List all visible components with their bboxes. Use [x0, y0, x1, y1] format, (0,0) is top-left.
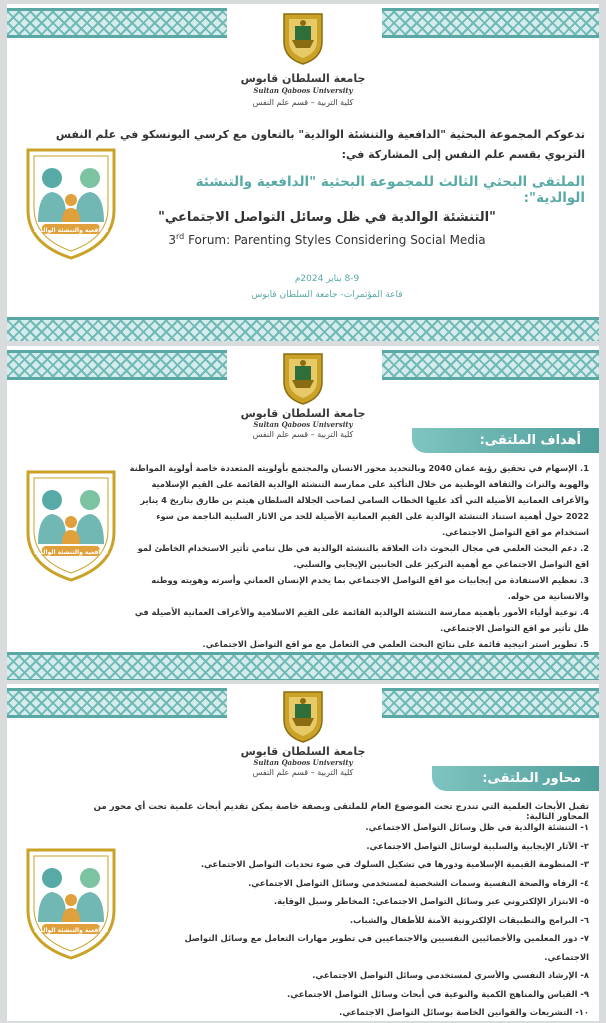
decorative-band-bottom: [7, 317, 599, 341]
axes-heading: محاور الملتقى:: [432, 766, 599, 791]
university-crest-icon: [280, 350, 326, 406]
university-name-ar: جامعة السلطان قابوس: [240, 407, 366, 420]
college-department: كلية التربية – قسم علم النفس: [252, 430, 354, 439]
axis-item: ٨- الإرشاد النفسي والأسري لمستخدمي وسائل التواصل الاجتماعي.: [312, 970, 589, 980]
university-name-ar: جامعة السلطان قابوس: [240, 745, 366, 758]
goal-item: 3. تعظيم الاستفادة من إيجابيات مو اقع التواصل الاجتماعي بما يخدم الإنسان العماني وأسرته وهويته ووطنه والانسانية من حوله.: [151, 575, 589, 601]
goals-list: [127, 460, 589, 668]
research-group-logo: [22, 466, 120, 584]
decorative-band-top-left: [7, 350, 227, 380]
decorative-band-bottom: [7, 652, 599, 680]
forum-date: 8-9 يناير 2024م: [294, 274, 360, 284]
college-department: كلية التربية – قسم علم النفس: [252, 98, 354, 107]
axis-item: ١٠- التشريعات والقوانين الخاصة بوسائل التواصل الاجتماعي.: [339, 1007, 589, 1017]
decorative-band-top-right: [382, 688, 599, 718]
university-name-en: Sultan Qaboos University: [253, 420, 353, 429]
axes-intro: تقبل الأبحاث العلمية التي تندرج تحت الموضوع العام للملتقى وبصفة خاصة يمكن تقديم أبحاث علمية تحت أي محور من المحاور التالية:: [93, 802, 589, 822]
university-crest-icon: [280, 10, 326, 66]
goals-heading: أهداف الملتقى:: [412, 428, 599, 453]
university-crest-icon: [280, 688, 326, 744]
invitation-line-1: تدعوكم المجموعة البحثية "الدافعية والتنشئة الوالدية" بالتعاون مع كرسي اليونسكو في علم النفس: [55, 128, 585, 141]
forum-title-en: 3rd Forum: Parenting Styles Considering Social Media: [168, 232, 486, 247]
axis-item: ١- التنشئة الوالدية في ظل وسائل التواصل الاجتماعي.: [365, 822, 589, 832]
goal-item: 1. الإسهام في تحقيق رؤية عمان 2040 وبالتحديد محور الانسان والمجتمع بأولويته المتعددة خاصة أولوية المواطنة والهوية والتراث والثقافة الوطنية من خلال التأكيد على ممارسة التنشئة الوالدية القائمة على القيم الإسلامية والأعراف العمانية الأصيلة التي أكد عليها الخطاب السامي لصاحب الجلالة السلطان هيثم بن طارق بتاريخ 4 يناير 2022 حول أهمية استناد التنشئة الوالدية على القيم العمانية الأصيلة للحد من الاثار السلبية الناجمة من سوء استخدام مو اقع التواصل الاجتماعي.: [129, 463, 589, 537]
flyer-page-goals: [7, 346, 599, 680]
forum-title: الملتقى البحثي الثالث للمجموعة البحثية "الدافعية والتنشئة الوالدية":: [195, 174, 585, 206]
flyer-page-axes: [7, 684, 599, 1021]
goal-item: 4. توعية أولياء الأمور بأهمية ممارسة التنشئة الوالدية القائمة على القيم الاسلامية والأعراف العمانية الأصيلة في ظل تأثير مو اقع التواصل الاجتماعي.: [134, 607, 589, 633]
logo-caption: الدافعية والتنشئة الوالدية: [33, 927, 109, 934]
research-group-logo: [22, 844, 120, 962]
axis-item: ٥- الابتزاز الإلكتروني عبر وسائل التواصل الاجتماعي: المخاطر وسبل الوقاية.: [273, 896, 589, 906]
axis-item: ٣- المنظومة القيمية الإسلامية ودورها في تشكيل السلوك في ضوء تحديات التواصل الاجتماعي.: [200, 859, 589, 869]
invitation-line-2: التربوي بقسم علم النفس إلى المشاركة في:: [341, 148, 585, 161]
university-name-ar: جامعة السلطان قابوس: [240, 72, 366, 85]
logo-caption: الدافعية والتنشئة الوالدية: [33, 549, 109, 556]
axis-item: ٧- دور المعلمين والأخصائيين النفسيين والاجتماعيين في تطوير مهارات التعامل مع وسائل التواصل الاجتماعي.: [184, 933, 589, 962]
axis-item: ٤- الرفاه والصحة النفسية وسمات الشخصية لمستخدمي وسائل التواصل الاجتماعي.: [248, 877, 589, 888]
decorative-band-top-right: [382, 8, 599, 38]
forum-subtitle-ar: "التنشئة الوالدية في ظل وسائل التواصل الاجتماعي": [158, 210, 496, 225]
university-name-en: Sultan Qaboos University: [253, 758, 353, 767]
flyer-page-invitation: [7, 4, 599, 341]
decorative-band-top-right: [382, 350, 599, 380]
university-name-en: Sultan Qaboos University: [253, 86, 353, 95]
college-department: كلية التربية – قسم علم النفس: [252, 768, 354, 777]
axis-item: ٢- الآثار الإيجابية والسلبية لوسائل التواصل الاجتماعي.: [366, 840, 589, 851]
axis-item: ٦- البرامج والتطبيقات الإلكترونية الآمنة للأطفال والشباب.: [349, 914, 589, 925]
goal-item: 5. تطوير استر اتيجية قائمة على نتائج البحث العلمي في التعامل مع مو اقع التواصل الاجتماعي.: [202, 639, 589, 649]
decorative-band-top-left: [7, 688, 227, 718]
decorative-band-top-left: [7, 8, 227, 38]
axes-list: [147, 818, 589, 1021]
logo-caption: الدافعية والتنشئة الوالدية: [33, 227, 109, 234]
goal-item: 2. دعم البحث العلمي في مجال البحوث ذات العلاقة بالتنشئة الوالدية في ظل تنامي تأثير الاستخدام الخاطئ لمو اقع التواصل الاجتماعي مع أهمية التركيز على الجانبين الإيجابي والسلبي.: [137, 543, 589, 569]
axis-item: ٩- القياس والمناهج الكمية والنوعية في أبحاث وسائل التواصل الاجتماعي.: [287, 988, 589, 999]
forum-venue: قاعة المؤتمرات- جامعة السلطان قابوس: [251, 290, 403, 300]
